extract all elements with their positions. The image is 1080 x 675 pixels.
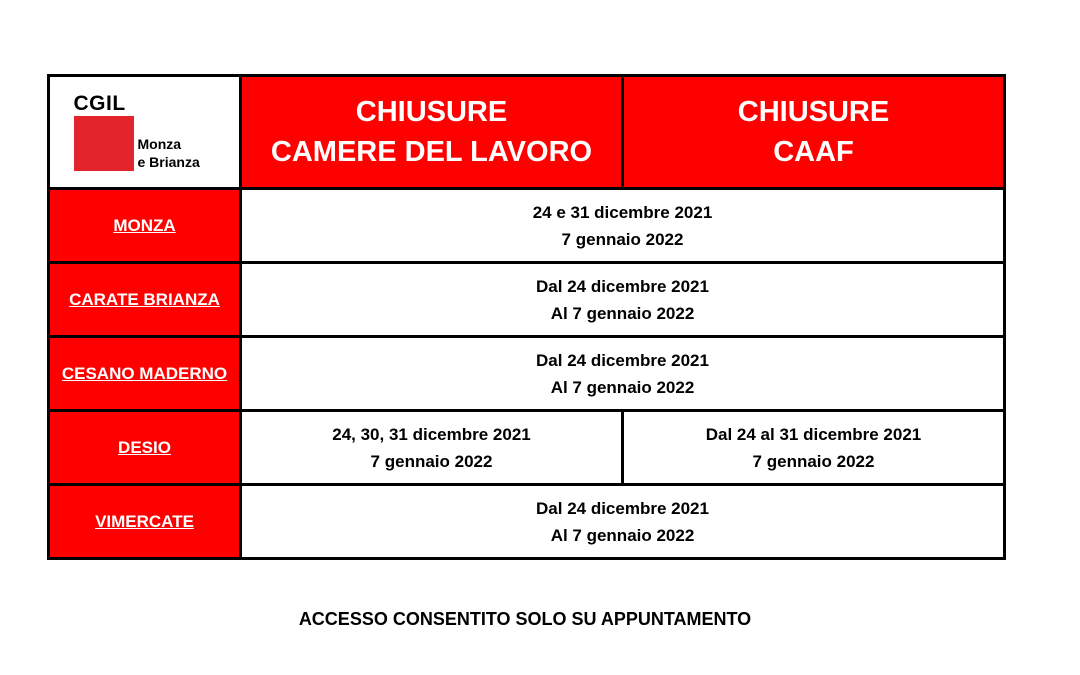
date-line: Dal 24 dicembre 2021	[536, 350, 709, 370]
header-row	[49, 76, 1005, 189]
date-line: 24, 30, 31 dicembre 2021	[332, 424, 531, 444]
city-cell	[49, 189, 241, 263]
date-line: Al 7 gennaio 2022	[550, 303, 695, 323]
table-row-carate-brianza	[49, 263, 1005, 337]
header-camere-line1: CHIUSURE	[355, 96, 508, 128]
camere-dates-cell	[241, 411, 623, 485]
logo-red-square	[74, 116, 134, 171]
logo-sub-line2: e Brianza	[137, 154, 200, 170]
date-line: Al 7 gennaio 2022	[550, 525, 695, 545]
date-line: Dal 24 al 31 dicembre 2021	[705, 424, 922, 444]
date-line: 24 e 31 dicembre 2021	[532, 202, 713, 222]
table-row-cesano-maderno	[49, 337, 1005, 411]
header-camere-line2: CAMERE DEL LAVORO	[270, 136, 593, 168]
city-cell	[49, 485, 241, 559]
header-caaf-line1: CHIUSURE	[737, 96, 890, 128]
appointment-note: ACCESSO CONSENTITO SOLO SU APPUNTAMENTO	[298, 609, 752, 629]
table-row-desio	[49, 411, 1005, 485]
date-line: 7 gennaio 2022	[752, 451, 875, 471]
dates-cell	[241, 263, 1005, 337]
header-caaf	[623, 76, 1005, 189]
dates-cell	[241, 189, 1005, 263]
date-line: Dal 24 dicembre 2021	[536, 276, 709, 296]
city-cell	[49, 337, 241, 411]
logo-sub-line1: Monza	[137, 136, 182, 152]
header-caaf-line2: CAAF	[773, 136, 854, 168]
dates-cell	[241, 337, 1005, 411]
table-row-monza	[49, 189, 1005, 263]
header-camere-del-lavoro	[241, 76, 623, 189]
cgil-logo	[70, 92, 220, 172]
logo-cell	[49, 76, 241, 189]
closures-table	[47, 74, 1006, 560]
city-cell	[49, 263, 241, 337]
table-row-vimercate	[49, 485, 1005, 559]
city-link-vimercate[interactable]: VIMERCATE	[95, 511, 194, 531]
city-link-carate-brianza[interactable]: CARATE BRIANZA	[69, 289, 220, 309]
dates-cell	[241, 485, 1005, 559]
date-line: Al 7 gennaio 2022	[550, 377, 695, 397]
logo-text: CGIL	[73, 92, 126, 115]
logo-subtitle	[138, 135, 200, 171]
city-link-monza[interactable]: MONZA	[113, 215, 176, 235]
city-cell	[49, 411, 241, 485]
city-link-cesano-maderno[interactable]: CESANO MADERNO	[61, 363, 228, 383]
date-line: 7 gennaio 2022	[370, 451, 493, 471]
date-line: Dal 24 dicembre 2021	[536, 498, 709, 518]
caaf-dates-cell	[623, 411, 1005, 485]
date-line: 7 gennaio 2022	[561, 229, 684, 249]
city-link-desio[interactable]: DESIO	[118, 437, 171, 457]
